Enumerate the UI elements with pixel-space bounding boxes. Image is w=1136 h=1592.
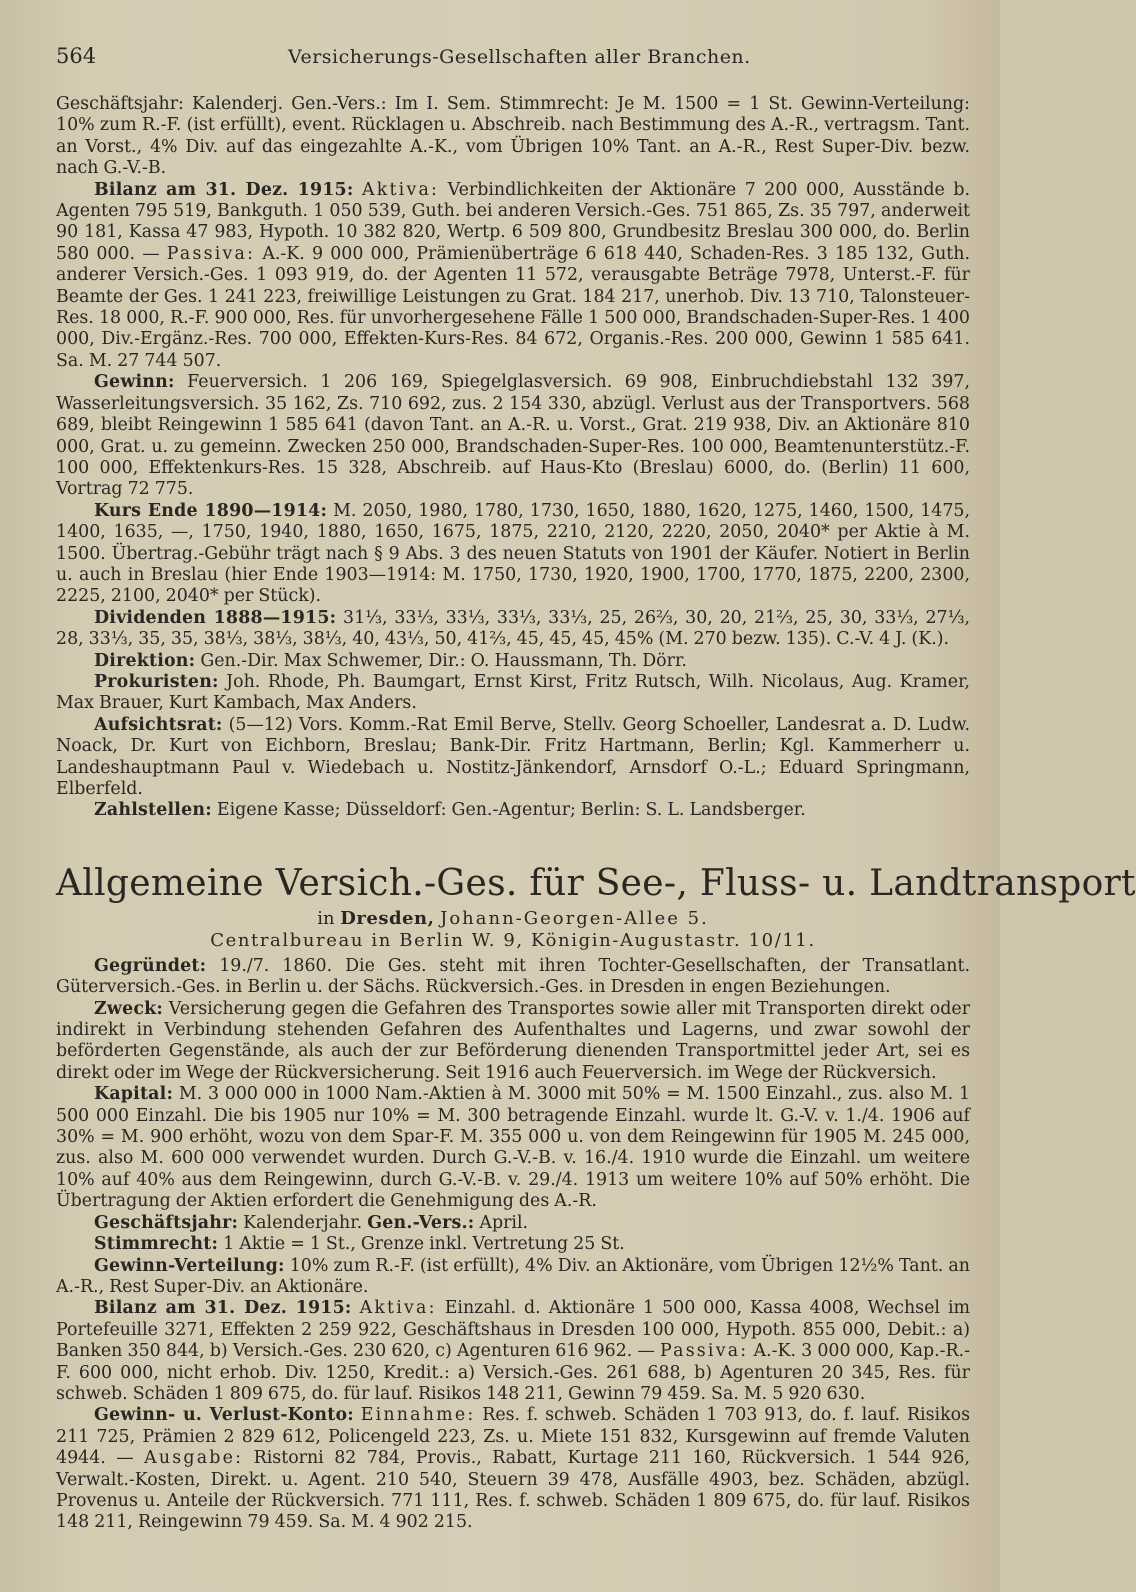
company-city: Dresden, bbox=[340, 907, 435, 929]
aufsichtsrat-text: (5—12) Vors. Komm.-Rat Emil Berve, Stellv. Georg Schoeller, Landesrat a. D. Ludw. Noack, Dr. Kurt von Eichborn, Breslau; Bank-Dir. Fritz Hartmann, Berlin; Kgl. Kammerherr u. Landeshauptmann Paul v. Wiedebach u. Nostitz-Jänkendorf, Arnsdorf O.-L.; Eduard Springmann, Elberfeld. bbox=[56, 714, 970, 799]
entry1-kurs-paragraph bbox=[56, 501, 970, 608]
kurs-text: M. 2050, 1980, 1780, 1730, 1650, 1880, 1620, 1275, 1460, 1500, 1475, 1400, 1635, —, 1750, 1940, 1880, 1650, 1675, 1875, 2210, 2120, 2220, 2050, 2040* per Aktie à M. 1500. Übertrag.-Gebühr trägt nach § 9 Abs. 3 des neuen Statuts von 1901 der Käufer. Notiert in Berlin u. auch in Breslau (hier Ende 1903—1914: M. 1750, 1730, 1920, 1900, 1700, 1770, 1875, 2200, 2300, 2225, 2100, 2040* per Stück). bbox=[56, 500, 970, 607]
gewinnvert-text: 10% zum R.-F. (ist erfüllt), 4% Div. an Aktionäre, vom Übrigen 12½% Tant. an A.-R., Rest Super-Div. an Aktionäre. bbox=[56, 1255, 970, 1297]
direktion-text: Gen.-Dir. Max Schwemer, Dir.: O. Haussmann, Th. Dörr. bbox=[200, 650, 687, 671]
page-number: 564 bbox=[56, 44, 97, 68]
entry1-dividenden-paragraph bbox=[56, 608, 970, 651]
entry1-bilanz-paragraph bbox=[56, 180, 970, 373]
prokuristen-label: Prokuristen: bbox=[94, 671, 219, 692]
city-prefix: in bbox=[317, 907, 335, 929]
entry1-zahlstellen-paragraph bbox=[56, 800, 970, 821]
entry1-direktion-paragraph bbox=[56, 651, 970, 672]
gegruendet-label: Gegründet: bbox=[94, 955, 207, 976]
entry1-prokuristen-paragraph bbox=[56, 672, 970, 715]
stimmrecht-label: Stimmrecht: bbox=[94, 1234, 219, 1255]
company-address: Johann-Georgen-Allee 5. bbox=[440, 907, 709, 929]
company-bureau: Centralbureau in Berlin W. 9, Königin-Augustastr. 10/11. bbox=[210, 929, 816, 951]
gewinn-label: Gewinn: bbox=[94, 372, 175, 393]
passiva-label: Passiva: bbox=[166, 243, 256, 264]
page-header bbox=[56, 44, 970, 78]
ausgabe-label: Ausgabe: bbox=[144, 1448, 244, 1469]
aktiva2-label: Aktiva: bbox=[359, 1298, 437, 1319]
running-head: Versicherungs-Gesellschaften aller Branchen. bbox=[288, 46, 751, 68]
bilanz2-label: Bilanz am 31. Dez. 1915: bbox=[94, 1298, 352, 1319]
entry-second-company bbox=[56, 862, 1136, 1534]
bilanz-label: Bilanz am 31. Dez. 1915: bbox=[94, 179, 354, 200]
guv-einnahme-text: Res. f. schweb. Schäden 1 703 913, do. f. lauf. Risikos 211 725, Prämien 2 829 612, Policengeld 223, Zs. u. Miete 151 832, Kursgewinn auf fremde Valuten 4944. — bbox=[56, 1405, 971, 1469]
einnahme-label: Einnahme: bbox=[360, 1405, 476, 1426]
entry2-kapital-paragraph bbox=[56, 1084, 970, 1212]
zahlstellen-text: Eigene Kasse; Düsseldorf: Gen.-Agentur; Berlin: S. L. Landsberger. bbox=[216, 800, 806, 821]
bilanz-aktiva-text: Verbindlichkeiten der Aktionäre 7 200 000, Ausstände b. Agenten 795 519, Bankguth. 1 050 539, Guth. bei anderen Versich.-Ges. 751 865, Zs. 35 797, anderweit 90 181, Kassa 47 983, Hypoth. 10 382 820, Wertp. 6 509 800, Grundbesitz Breslau 300 000, do. Berlin 580 000. — bbox=[56, 179, 970, 264]
aktiva-label: Aktiva: bbox=[362, 179, 440, 200]
stimmrecht-text: 1 Aktie = 1 St., Grenze inkl. Vertretung 25 St. bbox=[223, 1234, 625, 1255]
entry1-gewinn-paragraph bbox=[56, 372, 970, 500]
bilanz2-aktiva-text: Einzahl. d. Aktionäre 1 500 000, Kassa 4008, Wechsel im Portefeuille 3271, Effekten 2 259 922, Geschäftshaus in Dresden 100 000, Hypoth. 855 000, Debit.: a) Banken 350 844, b) Versich.-Ges. 230 620, c) Agenturen 616 962. — bbox=[56, 1298, 971, 1362]
zweck-label: Zweck: bbox=[94, 998, 163, 1019]
gv-label: Gen.-Vers.: bbox=[367, 1212, 475, 1233]
entry1-aufsichtsrat-paragraph bbox=[56, 715, 970, 801]
kapital-label: Kapital: bbox=[94, 1084, 174, 1105]
entry2-gj-paragraph bbox=[56, 1213, 970, 1234]
entry2-gegruendet-paragraph bbox=[56, 956, 970, 999]
gewinnvert-label: Gewinn-Verteilung: bbox=[94, 1255, 285, 1276]
dividenden-text: 31⅓, 33⅓, 33⅓, 33⅓, 33⅓, 25, 26⅔, 30, 20, 21⅔, 25, 30, 33⅓, 27⅓, 28, 33⅓, 35, 35, 38⅓, 38⅓, 38⅓, 40, 43⅓, 50, 41⅔, 45, 45, 45, 45% (M. 270 bezw. 135). C.-V. 4 J. (K.). bbox=[56, 607, 970, 650]
entry1-gv-paragraph: Geschäftsjahr: Kalenderj. Gen.-Vers.: Im I. Sem. Stimmrecht: Je M. 1500 = 1 St. Gewinn-Verteilung: 10% zum R.-F. (ist erfüllt), event. Rücklagen u. Abschreib. nach Bestimmung des A.-R., vertragsm. Tant. an Vorst., 4% Div. auf das eingezahlte A.-K., vom Übrigen 10% Tant. an A.-R., Rest Super-Div. bezw. nach G.-V.-B. bbox=[56, 94, 970, 179]
company-city-line bbox=[56, 908, 970, 930]
kapital-text: M. 3 000 000 in 1000 Nam.-Aktien à M. 3000 mit 50% = M. 1500 Einzahl., zus. also M. 1 500 000 Einzahl. Die bis 1905 nur 10% = M. 300 betragende Einzahl. wurde lt. G.-V. v. 1./4. 1906 auf 30% = M. 900 erhöht, wozu von dem Spar-F. M. 355 000 u. von dem Reingewinn für 1905 M. 245 000, zus. also M. 600 000 verwendet wurden. Durch G.-V.-B. v. 16./4. 1910 wurde die Einzahl. um weitere 10% auf 40% aus dem Reingewinn, durch G.-V.-B. v. 29./4. 1913 um weitere 10% auf 50% erhöht. Die Übertragung der Aktien erfordert die Genehmigung des A.-R. bbox=[56, 1084, 971, 1212]
entry2-zweck-paragraph bbox=[56, 999, 970, 1085]
entry2-guv-paragraph bbox=[56, 1405, 970, 1533]
gj-text: Kalenderjahr. bbox=[243, 1212, 363, 1233]
gegruendet-text: 19./7. 1860. Die Ges. steht mit ihren Tochter-Gesellschaften, der Transatlant. Güterversich.-Ges. in Berlin u. der Sächs. Rückversich.-Ges. in Dresden in engen Beziehungen. bbox=[56, 955, 970, 998]
company-title: Allgemeine Versich.-Ges. für See-, Fluss- u. Landtransport bbox=[56, 862, 1136, 904]
bilanz-passiva-text: A.-K. 9 000 000, Prämienüberträge 6 618 440, Schaden-Res. 3 185 132, Guth. anderer Versich.-Ges. 1 093 919, do. der Agenten 11 572, verausgabte Beträge 7978, Unterst.-F. für Beamte der Ges. 1 241 223, freiwillige Leistungen zu Grat. 184 217, unerhob. Div. 13 710, Talonsteuer-Res. 18 000, R.-F. 900 000, Res. für unvorhergesehene Fälle 1 500 000, Brandschaden-Super-Res. 1 400 000, Div.-Ergänz.-Res. 700 000, Effekten-Kurs-Res. 84 672, Organis.-Res. 200 000, Gewinn 1 585 641. Sa. M. 27 744 507. bbox=[56, 243, 970, 371]
entry-first-company bbox=[56, 94, 970, 822]
direktion-label: Direktion: bbox=[94, 650, 196, 671]
entry2-gewinnvert-paragraph bbox=[56, 1256, 970, 1299]
gj-label: Geschäftsjahr: bbox=[94, 1212, 239, 1233]
aufsichtsrat-label: Aufsichtsrat: bbox=[94, 714, 223, 735]
entry2-bilanz-paragraph bbox=[56, 1298, 970, 1405]
zahlstellen-label: Zahlstellen: bbox=[94, 800, 212, 821]
prokuristen-text: Joh. Rhode, Ph. Baumgart, Ernst Kirst, Fritz Rutsch, Wilh. Nicolaus, Aug. Kramer, Max Brauer, Kurt Kambach, Max Anders. bbox=[56, 671, 970, 714]
guv-label: Gewinn- u. Verlust-Konto: bbox=[94, 1405, 354, 1426]
guv-ausgabe-text: Ristorni 82 784, Provis., Rabatt, Kurtage 211 160, Rückversich. 1 544 926, Verwalt.-Kosten, Direkt. u. Agent. 210 540, Steuern 39 478, Ausfälle 4903, bez. Schäden, abzügl. Provenus u. Anteile der Rückversich. 771 111, Res. f. schweb. Schäden 1 809 675, do. für lauf. Risikos 148 211, Reingewinn 79 459. Sa. M. 4 902 215. bbox=[56, 1448, 970, 1533]
zweck-text: Versicherung gegen die Gefahren des Transportes sowie aller mit Transporten direkt oder indirekt in Verbindung stehenden Gefahren des Aufenthaltes und Lagerns, und zwar sowohl der beförderten Gegenstände, als auch der zur Beförderung dienenden Transportmittel jeder Art, sei es direkt oder im Wege der Rückversicherung. Seit 1916 auch Feuerversich. im Wege der Rückversich. bbox=[56, 998, 971, 1083]
dividenden-label: Dividenden 1888—1915: bbox=[94, 607, 337, 628]
gewinn-text: Feuerversich. 1 206 169, Spiegelglasversich. 69 908, Einbruchdiebstahl 132 397, Wasserleitungsversich. 35 162, Zs. 710 692, zus. 2 154 330, abzügl. Verlust aus der Transportvers. 568 689, bleibt Reingewinn 1 585 641 (davon Tant. an A.-R. u. Vorst., Grat. 219 938, Div. an Aktionäre 810 000, Grat. u. zu gemeinn. Zwecken 250 000, Brandschaden-Super-Res. 100 000, Beamtenunterstütz.-F. 100 000, Effektenkurs-Res. 15 328, Abschreib. auf Haus-Kto (Breslau) 6000, do. (Berlin) 11 600, Vortrag 72 775. bbox=[56, 372, 970, 500]
kurs-label: Kurs Ende 1890—1914: bbox=[94, 500, 328, 521]
passiva2-label: Passiva: bbox=[660, 1341, 749, 1362]
bilanz2-passiva-text: A.-K. 3 000 000, Kap.-R.-F. 600 000, nicht erhob. Div. 1250, Kredit.: a) Versich.-Ges. 261 688, b) Agenturen 20 345, Res. für schweb. Schäden 1 809 675, do. für lauf. Risikos 148 211, Gewinn 79 459. Sa. M. 5 920 630. bbox=[56, 1341, 970, 1404]
gv-text: April. bbox=[479, 1212, 529, 1233]
entry2-stimmrecht-paragraph bbox=[56, 1234, 970, 1255]
